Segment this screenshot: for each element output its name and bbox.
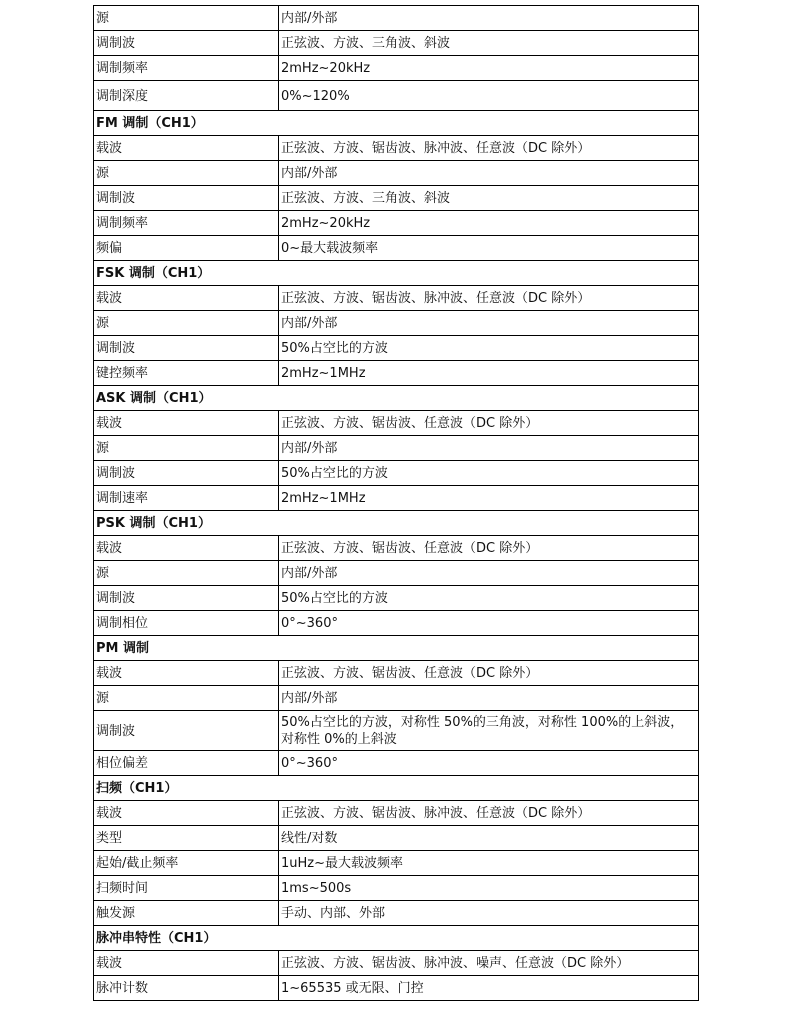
spec-value: 正弦波、方波、锯齿波、脉冲波、任意波（DC 除外）	[279, 286, 699, 311]
spec-label: 载波	[94, 411, 279, 436]
spec-label: 起始/截止频率	[94, 851, 279, 876]
spec-row	[94, 876, 699, 901]
spec-value: 50%占空比的方波	[279, 336, 699, 361]
spec-row	[94, 6, 699, 31]
section-header-row	[94, 261, 699, 286]
spec-row	[94, 686, 699, 711]
spec-value: 正弦波、方波、锯齿波、脉冲波、任意波（DC 除外）	[279, 801, 699, 826]
spec-label: 载波	[94, 661, 279, 686]
spec-label: 载波	[94, 951, 279, 976]
spec-row	[94, 611, 699, 636]
spec-row	[94, 976, 699, 1001]
spec-row	[94, 661, 699, 686]
spec-value: 50%占空比的方波，对称性 50%的三角波，对称性 100%的上斜波，对称性 0%的上斜波	[279, 711, 699, 751]
spec-value: 1~65535 或无限、门控	[279, 976, 699, 1001]
spec-label: 源	[94, 436, 279, 461]
spec-row	[94, 161, 699, 186]
spec-row	[94, 561, 699, 586]
spec-value: 2mHz~20kHz	[279, 211, 699, 236]
spec-label: 源	[94, 686, 279, 711]
section-header-row	[94, 636, 699, 661]
spec-row	[94, 536, 699, 561]
spec-label: 调制频率	[94, 211, 279, 236]
spec-label: 载波	[94, 286, 279, 311]
spec-row	[94, 286, 699, 311]
spec-row	[94, 951, 699, 976]
spec-value: 2mHz~1MHz	[279, 486, 699, 511]
spec-row	[94, 586, 699, 611]
spec-label: 调制波	[94, 336, 279, 361]
spec-label: 调制深度	[94, 81, 279, 111]
spec-value: 正弦波、方波、锯齿波、任意波（DC 除外）	[279, 536, 699, 561]
spec-value: 正弦波、方波、锯齿波、脉冲波、噪声、任意波（DC 除外）	[279, 951, 699, 976]
spec-value: 内部/外部	[279, 6, 699, 31]
spec-row	[94, 486, 699, 511]
spec-label: 载波	[94, 801, 279, 826]
section-title: PM 调制	[94, 636, 699, 661]
spec-value: 内部/外部	[279, 561, 699, 586]
spec-label: 调制速率	[94, 486, 279, 511]
spec-row	[94, 336, 699, 361]
section-header-row	[94, 386, 699, 411]
spec-row	[94, 436, 699, 461]
spec-value: 手动、内部、外部	[279, 901, 699, 926]
spec-label: 脉冲计数	[94, 976, 279, 1001]
spec-row	[94, 411, 699, 436]
spec-row	[94, 186, 699, 211]
spec-row	[94, 801, 699, 826]
spec-value: 内部/外部	[279, 686, 699, 711]
spec-row	[94, 851, 699, 876]
spec-row	[94, 826, 699, 851]
spec-label: 调制频率	[94, 56, 279, 81]
spec-value: 正弦波、方波、锯齿波、任意波（DC 除外）	[279, 661, 699, 686]
spec-label: 触发源	[94, 901, 279, 926]
section-header-row	[94, 511, 699, 536]
section-title: 扫频（CH1）	[94, 776, 699, 801]
spec-value: 2mHz~20kHz	[279, 56, 699, 81]
spec-value: 2mHz~1MHz	[279, 361, 699, 386]
spec-value: 正弦波、方波、锯齿波、脉冲波、任意波（DC 除外）	[279, 136, 699, 161]
spec-row	[94, 31, 699, 56]
section-title: PSK 调制（CH1）	[94, 511, 699, 536]
section-title: FSK 调制（CH1）	[94, 261, 699, 286]
spec-value: 0~最大载波频率	[279, 236, 699, 261]
spec-label: 调制波	[94, 31, 279, 56]
spec-row	[94, 56, 699, 81]
spec-label: 相位偏差	[94, 751, 279, 776]
spec-value: 1ms~500s	[279, 876, 699, 901]
spec-value: 50%占空比的方波	[279, 461, 699, 486]
spec-label: 调制波	[94, 586, 279, 611]
spec-value: 内部/外部	[279, 161, 699, 186]
spec-row	[94, 461, 699, 486]
spec-row	[94, 361, 699, 386]
spec-table	[93, 5, 699, 1001]
spec-row	[94, 711, 699, 751]
spec-value: 内部/外部	[279, 311, 699, 336]
spec-label: 频偏	[94, 236, 279, 261]
spec-value: 1uHz~最大载波频率	[279, 851, 699, 876]
spec-row	[94, 136, 699, 161]
spec-label: 键控频率	[94, 361, 279, 386]
spec-label: 调制波	[94, 186, 279, 211]
spec-row	[94, 81, 699, 111]
spec-label: 调制相位	[94, 611, 279, 636]
spec-label: 源	[94, 6, 279, 31]
spec-label: 类型	[94, 826, 279, 851]
spec-label: 源	[94, 311, 279, 336]
spec-label: 源	[94, 161, 279, 186]
spec-value: 线性/对数	[279, 826, 699, 851]
spec-value: 正弦波、方波、锯齿波、任意波（DC 除外）	[279, 411, 699, 436]
spec-row	[94, 236, 699, 261]
spec-value: 内部/外部	[279, 436, 699, 461]
spec-label: 调制波	[94, 461, 279, 486]
spec-label: 调制波	[94, 711, 279, 751]
spec-table-body	[94, 6, 699, 1001]
section-header-row	[94, 926, 699, 951]
spec-row	[94, 901, 699, 926]
spec-value: 0°~360°	[279, 751, 699, 776]
section-title: ASK 调制（CH1）	[94, 386, 699, 411]
section-title: FM 调制（CH1）	[94, 111, 699, 136]
spec-value: 正弦波、方波、三角波、斜波	[279, 186, 699, 211]
section-title: 脉冲串特性（CH1）	[94, 926, 699, 951]
section-header-row	[94, 776, 699, 801]
spec-row	[94, 751, 699, 776]
spec-label: 载波	[94, 536, 279, 561]
spec-value: 0%~120%	[279, 81, 699, 111]
spec-label: 源	[94, 561, 279, 586]
spec-label: 扫频时间	[94, 876, 279, 901]
spec-value: 50%占空比的方波	[279, 586, 699, 611]
section-header-row	[94, 111, 699, 136]
spec-value: 0°~360°	[279, 611, 699, 636]
spec-row	[94, 311, 699, 336]
spec-row	[94, 211, 699, 236]
spec-value: 正弦波、方波、三角波、斜波	[279, 31, 699, 56]
spec-label: 载波	[94, 136, 279, 161]
